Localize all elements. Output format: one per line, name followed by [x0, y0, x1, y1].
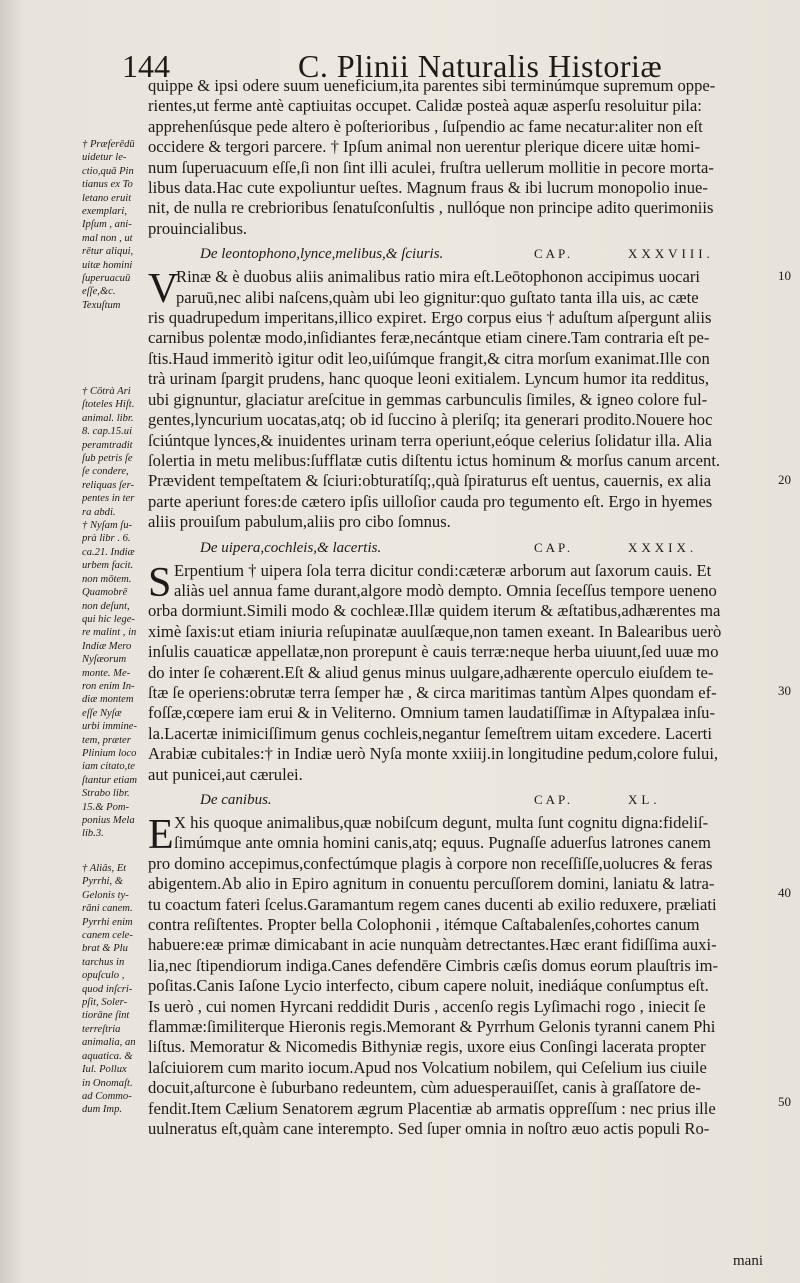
margin-note-line: † Aliâs, Et	[82, 863, 127, 874]
margin-note-line: ſtantur etiam	[82, 774, 138, 786]
text-line: libus data.Hac cute expoliuntur ueſtes. Magnum fraus & ibi lucrum monopolio inue-	[148, 178, 708, 198]
page-number: 144	[122, 48, 170, 84]
margin-note-line: 8. cap.15.ui	[82, 426, 133, 438]
drop-cap: E	[148, 812, 174, 858]
margin-note	[82, 138, 146, 312]
margin-note-line: ſub petris ſe	[82, 453, 133, 465]
chapter-body	[148, 813, 768, 1140]
margin-note-line: rētur aliqui,	[82, 246, 134, 258]
text-line: ximè ſaxis:ut etiam iniuria reſupinatæ auulſæque,non tamen exeant. In Balearibus uerò	[148, 621, 722, 641]
margin-note-line: re malint , in	[82, 627, 137, 639]
text-line: ſtæ ſe operiens:obrutæ terra ſemper hæ , & circa maritimas tantùm Alpes quondam ef-	[148, 682, 717, 702]
chapter-body	[148, 561, 768, 785]
chapter-heading	[148, 789, 768, 813]
margin-note-line: ſe condere,	[82, 466, 129, 478]
margin-note-line: ad Commo-	[82, 1090, 132, 1102]
margin-note-line: dum Imp.	[82, 1104, 123, 1116]
text-line: X his quoque animalibus,quæ nobiſcum degunt, multa ſunt cognitu digna:fideliſ-	[174, 813, 709, 832]
margin-note-line: animalia, an	[82, 1037, 136, 1049]
margin-note-line: urbi immine-	[82, 721, 138, 733]
chapter-number: XXXVIII.	[628, 246, 714, 262]
chapter-label: CAP.	[534, 792, 574, 807]
text-line: abigentem.Ab alio in Epiro agnitum in conuentu percuſſorem domini, laniatu & latra-	[148, 874, 715, 894]
text-line: rientes,ut ferme antè captiuitas occupet. Calidæ posteà aquæ asperſu resoluitur pila:	[148, 96, 702, 116]
margin-note-line: diæ montem	[82, 694, 134, 706]
chapter-label: CAP.	[534, 539, 574, 555]
text-line: paruū,nec alibi naſcens,quàm ubi leo gignitur:quo guſtato tanta illa uis, ac cæte	[176, 287, 699, 307]
margin-note-line: terreſtria	[82, 1023, 121, 1035]
margin-note-line: pſit, Soler-	[82, 997, 128, 1009]
margin-note-line: lib.3.	[82, 828, 104, 840]
text-line: ſimúmque ante omnia homini canis,atq; equus. Pugnaſſe aduerſus latrones canem	[174, 833, 711, 853]
line-number: 20	[778, 472, 791, 487]
text-line: ſtis.Haud immeritò igitur odit leo,uiſúmque frangit,& citra morſum exanimat.Ille con	[148, 348, 710, 368]
text-line: aut punicei,aut cærulei.	[148, 764, 303, 784]
margin-note-line: uitæ homini	[82, 259, 133, 271]
chapter-title: De uipera,cochleis,& lacertis.	[200, 539, 382, 556]
margin-note-line: pentes in ter	[82, 493, 135, 505]
margin-note-line: Strabo libr.	[82, 788, 130, 800]
margin-note-line: Ipſum , ani-	[82, 219, 132, 231]
margin-note-line: monte. Me-	[82, 667, 131, 679]
running-title: C. Plinii Naturalis Historiæ	[298, 48, 663, 84]
margin-note-line: quod inſcri-	[82, 983, 133, 995]
margin-note-line: ponius Mela	[82, 815, 135, 826]
margin-note-line: rāni canem.	[82, 903, 133, 915]
text-line: occidere & tergori parcere. † Ipſum animal non uerentur plerique dicere uitæ homi-	[148, 137, 701, 157]
text-line: inſulis cauaticæ appellatæ,non prorepunt è cauis terræ:neque herba uiuunt,ſed uuæ mo	[148, 642, 719, 662]
text-line: num ſuperuacuum eſſe,ſi non ſint illi aculei, fruſtra uellerum mollitie in pecore morta-	[148, 157, 714, 177]
margin-note-line: † Cōtrà Ari	[82, 386, 131, 397]
margin-note	[82, 385, 146, 841]
margin-note-line: qui hic lege-	[82, 613, 135, 625]
margin-note-line: prà libr . 6.	[82, 533, 131, 545]
text-line: la.Lacertæ inimiciſſimum genus cochleis,negantur ſemeſtrem uitam excedere. Lacerti	[148, 723, 712, 743]
catchword: mani	[733, 1253, 763, 1269]
chapter-body	[148, 267, 768, 532]
chapter-number: XL.	[628, 792, 661, 807]
text-line: habuere:eæ primæ dimicabant in acie nunquàm detrectantes.Hæc erant fidiſſima auxi-	[148, 935, 717, 955]
text-line: Arabiæ cubitales:† in Indiæ uerò Nyſa monte xxiiij.in longitudine pedum,colore fului,	[148, 744, 719, 764]
margin-note-line: Indiæ Mero	[82, 640, 132, 652]
chapter-title: De canibus.	[200, 792, 272, 808]
margin-note-line: Nyſæorum	[82, 654, 127, 666]
text-line: quippe & ipsi odere suum ueneficium,ita parentes sibi terminúmque supremum oppe-	[148, 76, 716, 95]
margin-note-line: Plinium loco	[82, 747, 137, 759]
margin-note-line: 15.& Pom-	[82, 801, 130, 813]
margin-note-line: opuſculo ,	[82, 970, 125, 982]
margin-note-line: peramtradit	[82, 439, 133, 451]
text-line: ris quadrupedum imperitans,illico expiret. Ergo corpus eius † aduſtum aſpergunt aliis	[148, 308, 712, 328]
margin-note-line: eſſe,&c.	[82, 286, 116, 298]
chapter-label: CAP.	[534, 246, 574, 262]
margin-note-line: tarchus in	[82, 956, 125, 968]
margin-note-line: mal non , ut	[82, 232, 133, 244]
margin-note-line: animal. libr.	[82, 412, 134, 424]
margin-note-line: Gelonis ty-	[82, 889, 129, 901]
margin-note-line: † Nyſam ſu-	[82, 520, 133, 532]
text-line: parte aperiunt fores:de cætero ipſis uilloſior cauda pro tegumento eſt. Ergo in hyemes	[148, 491, 713, 511]
drop-cap: S	[148, 559, 172, 606]
margin-note-line: ca.21. Indiæ	[82, 546, 135, 558]
margin-note-line: Quamobrē	[82, 587, 128, 599]
margin-note-line: iam citato,te	[82, 761, 135, 773]
line-number: 40	[778, 885, 791, 900]
margin-note-line: non mōtem.	[82, 573, 132, 585]
text-line: poſitas.Canis Iaſone Lycio interfecto, cibum capere noluit, inediáque conſumptus eſt.	[148, 976, 709, 996]
margin-note-line: reliquas ſer-	[82, 479, 135, 491]
text-line: Erpentium † uipera ſola terra dicitur condi:cæteræ arborum aut ſaxorum cauis. Et	[174, 560, 712, 580]
margin-note-line: Texuſtum	[82, 299, 121, 311]
margin-note-line: letano eruit	[82, 192, 132, 204]
margin-note-line: ctio,quā Pin	[82, 165, 134, 177]
margin-note-line: non deſunt,	[82, 600, 130, 612]
drop-cap: V	[148, 266, 179, 313]
text-line: ubi gignuntur, glaciatur areſcitue in gemmas carbunculis ſimiles, & igneo colore ful-	[148, 389, 708, 409]
chapter-heading	[148, 243, 768, 267]
margin-note-line: ron enim In-	[82, 680, 135, 692]
margin-note-line: tem, præter	[82, 734, 131, 746]
margin-note-line: uidetur le-	[82, 152, 127, 164]
chapter-heading	[148, 537, 768, 561]
text-line: docuit,aſturcone è ſuburbano redeuntem, cùm aduesperauiſſet, canis à graſſatore de-	[148, 1078, 701, 1098]
text-line: laſciuiorem cum marito iocum.Apud nos Volcatium nobilem, qui Ceſelium ius ciuile	[148, 1057, 707, 1077]
margin-note-line: Iul. Pollux	[82, 1064, 127, 1076]
margin-note-line: canem cele-	[82, 930, 133, 942]
text-line: foſſæ,cœpere iam erui & in Veliterno. Omnium tamen laudatiſſimæ in Aſtypalæa inſu-	[148, 703, 716, 723]
text-line: tu coactum fateri ſcelus.Garamantum regem canes ducenti ab exilio reduxere, præliati	[148, 894, 717, 914]
text-line: apprehenſúsque pede altero è poſterioribus , ſuſpendio ac fame necatur:aliter non eſt	[148, 116, 703, 136]
text-line: trà urinam ſpargit prudens, hanc quoque leoni exitialem. Lyncum humor ita redditus,	[148, 369, 709, 389]
line-number: 30	[778, 683, 791, 698]
margin-note-line: in Onomaſt.	[82, 1077, 133, 1089]
margin-note-line: aquatica. &	[82, 1050, 133, 1062]
margin-note-line: exemplari,	[82, 206, 128, 218]
text-line: fendit.Item Cælium Senatorem ægrum Placentiæ ab armatis oppreſſum : nec prius ille	[148, 1098, 716, 1118]
line-number: 10	[778, 268, 791, 283]
text-line: Rinæ & è duobus aliis animalibus ratio mira eſt.Leōtophonon accipimus uocari	[176, 267, 700, 287]
margin-note-line: ra abdi.	[82, 506, 116, 518]
margin-note-line: brat & Plu	[82, 943, 128, 955]
text-line: aliis prouiſum pabulum,aliis pro cibo ſomnus.	[148, 512, 451, 532]
text-line: nit, de nulla re crebrioribus ſenatuſconſultis , nullóque non principe adito querimoniis	[148, 198, 714, 218]
text-line: Prævident tempeſtatem & ſciuri:obturatíſq;,quà ſpiraturus eſt uentus, cauernis, ex alia	[148, 471, 712, 491]
text-line: orba dormiunt.Simili modo & cochleæ.Illæ quidem iterum & æſtatibus,adhærentes ma	[148, 601, 721, 621]
margin-note	[82, 862, 146, 1117]
text-line: prouincialibus.	[148, 218, 248, 238]
text-line: flammæ:ſimiliterque Hieronis regis.Memorant & Pyrrhum Gelonis tyranni canem Phi	[148, 1017, 716, 1037]
text-line: aliàs uel annua fame durant,algore modò dempto. Omnia ſeceſſus tempore ueneno	[174, 580, 717, 600]
text-line: lia,nec ſtipendiorum indiga.Canes defendēre Cimbris cæſis domus eorum plauſtris im-	[148, 955, 719, 975]
margin-note-line: eſſe Nyſæ	[82, 707, 122, 719]
chapter-title: De leontophono,lynce,melibus,& ſciuris.	[200, 246, 444, 263]
margin-note-line: Pyrrhi, &	[82, 876, 124, 888]
margin-note-line: urbem facit.	[82, 560, 134, 572]
intro-paragraph	[148, 76, 768, 239]
text-line: contra reſiſtentes. Propter bella Colophonii , itémque Caſtabalenſes,cohortes canum	[148, 915, 700, 935]
text-line: uulneratus eſt,quàm cane interempto. Sed ſuper omnia in noſtro æuo actis populi Ro-	[148, 1119, 710, 1139]
text-line: gentes,lyncurium uocatas,atq; ob id ſuccino à pleriſq; ita generari prodito.Nouere hoc	[148, 410, 713, 430]
chapter-number: XXXIX.	[628, 539, 698, 555]
margin-note-line: Pyrrhi enim	[82, 916, 133, 928]
text-line: Is uerò , cui nomen Hyrcani reddidit Duris , accenſo regis Lyſimachi rogo , iniecit ſe	[148, 996, 706, 1016]
text-line: ſolertia in metu melibus:ſufflatæ cutis diſtentu ictus hominum & morſus canum arcent.	[148, 450, 721, 470]
margin-note-line: ſuperuacuū	[82, 273, 131, 285]
text-line: ſciúntque lynces,& inuidentes urinam terra operiunt,eóque celerius ſolidatur illa. Alia	[148, 430, 713, 450]
text-line: liſtus. Memoratur & Nicomedis Bithyniæ regis, uxore eius Conſingi lacerata propter	[148, 1037, 706, 1057]
margin-note-line: tiorāne ſint	[82, 1010, 130, 1022]
text-line: do inter ſe cohærent.Eſt & aliud genus minus uulgare,adhærente operculo eiuſdem te-	[148, 662, 714, 682]
line-number: 50	[778, 1094, 791, 1109]
text-line: carnibus polentæ modo,inſidiantes feræ,necántque etiam cinere.Tam contraria eſt pe-	[148, 328, 710, 348]
margin-note-line: † Præferēdū	[82, 139, 135, 150]
text-line: pro domino accepimus,confectúmque plagis à corpore non receſſiſſe,uolucres & feras	[148, 853, 713, 873]
margin-note-line: ſtoteles Hiſt.	[82, 399, 135, 411]
margin-note-line: tianus ex To	[82, 179, 133, 191]
main-text-column	[148, 76, 768, 1140]
